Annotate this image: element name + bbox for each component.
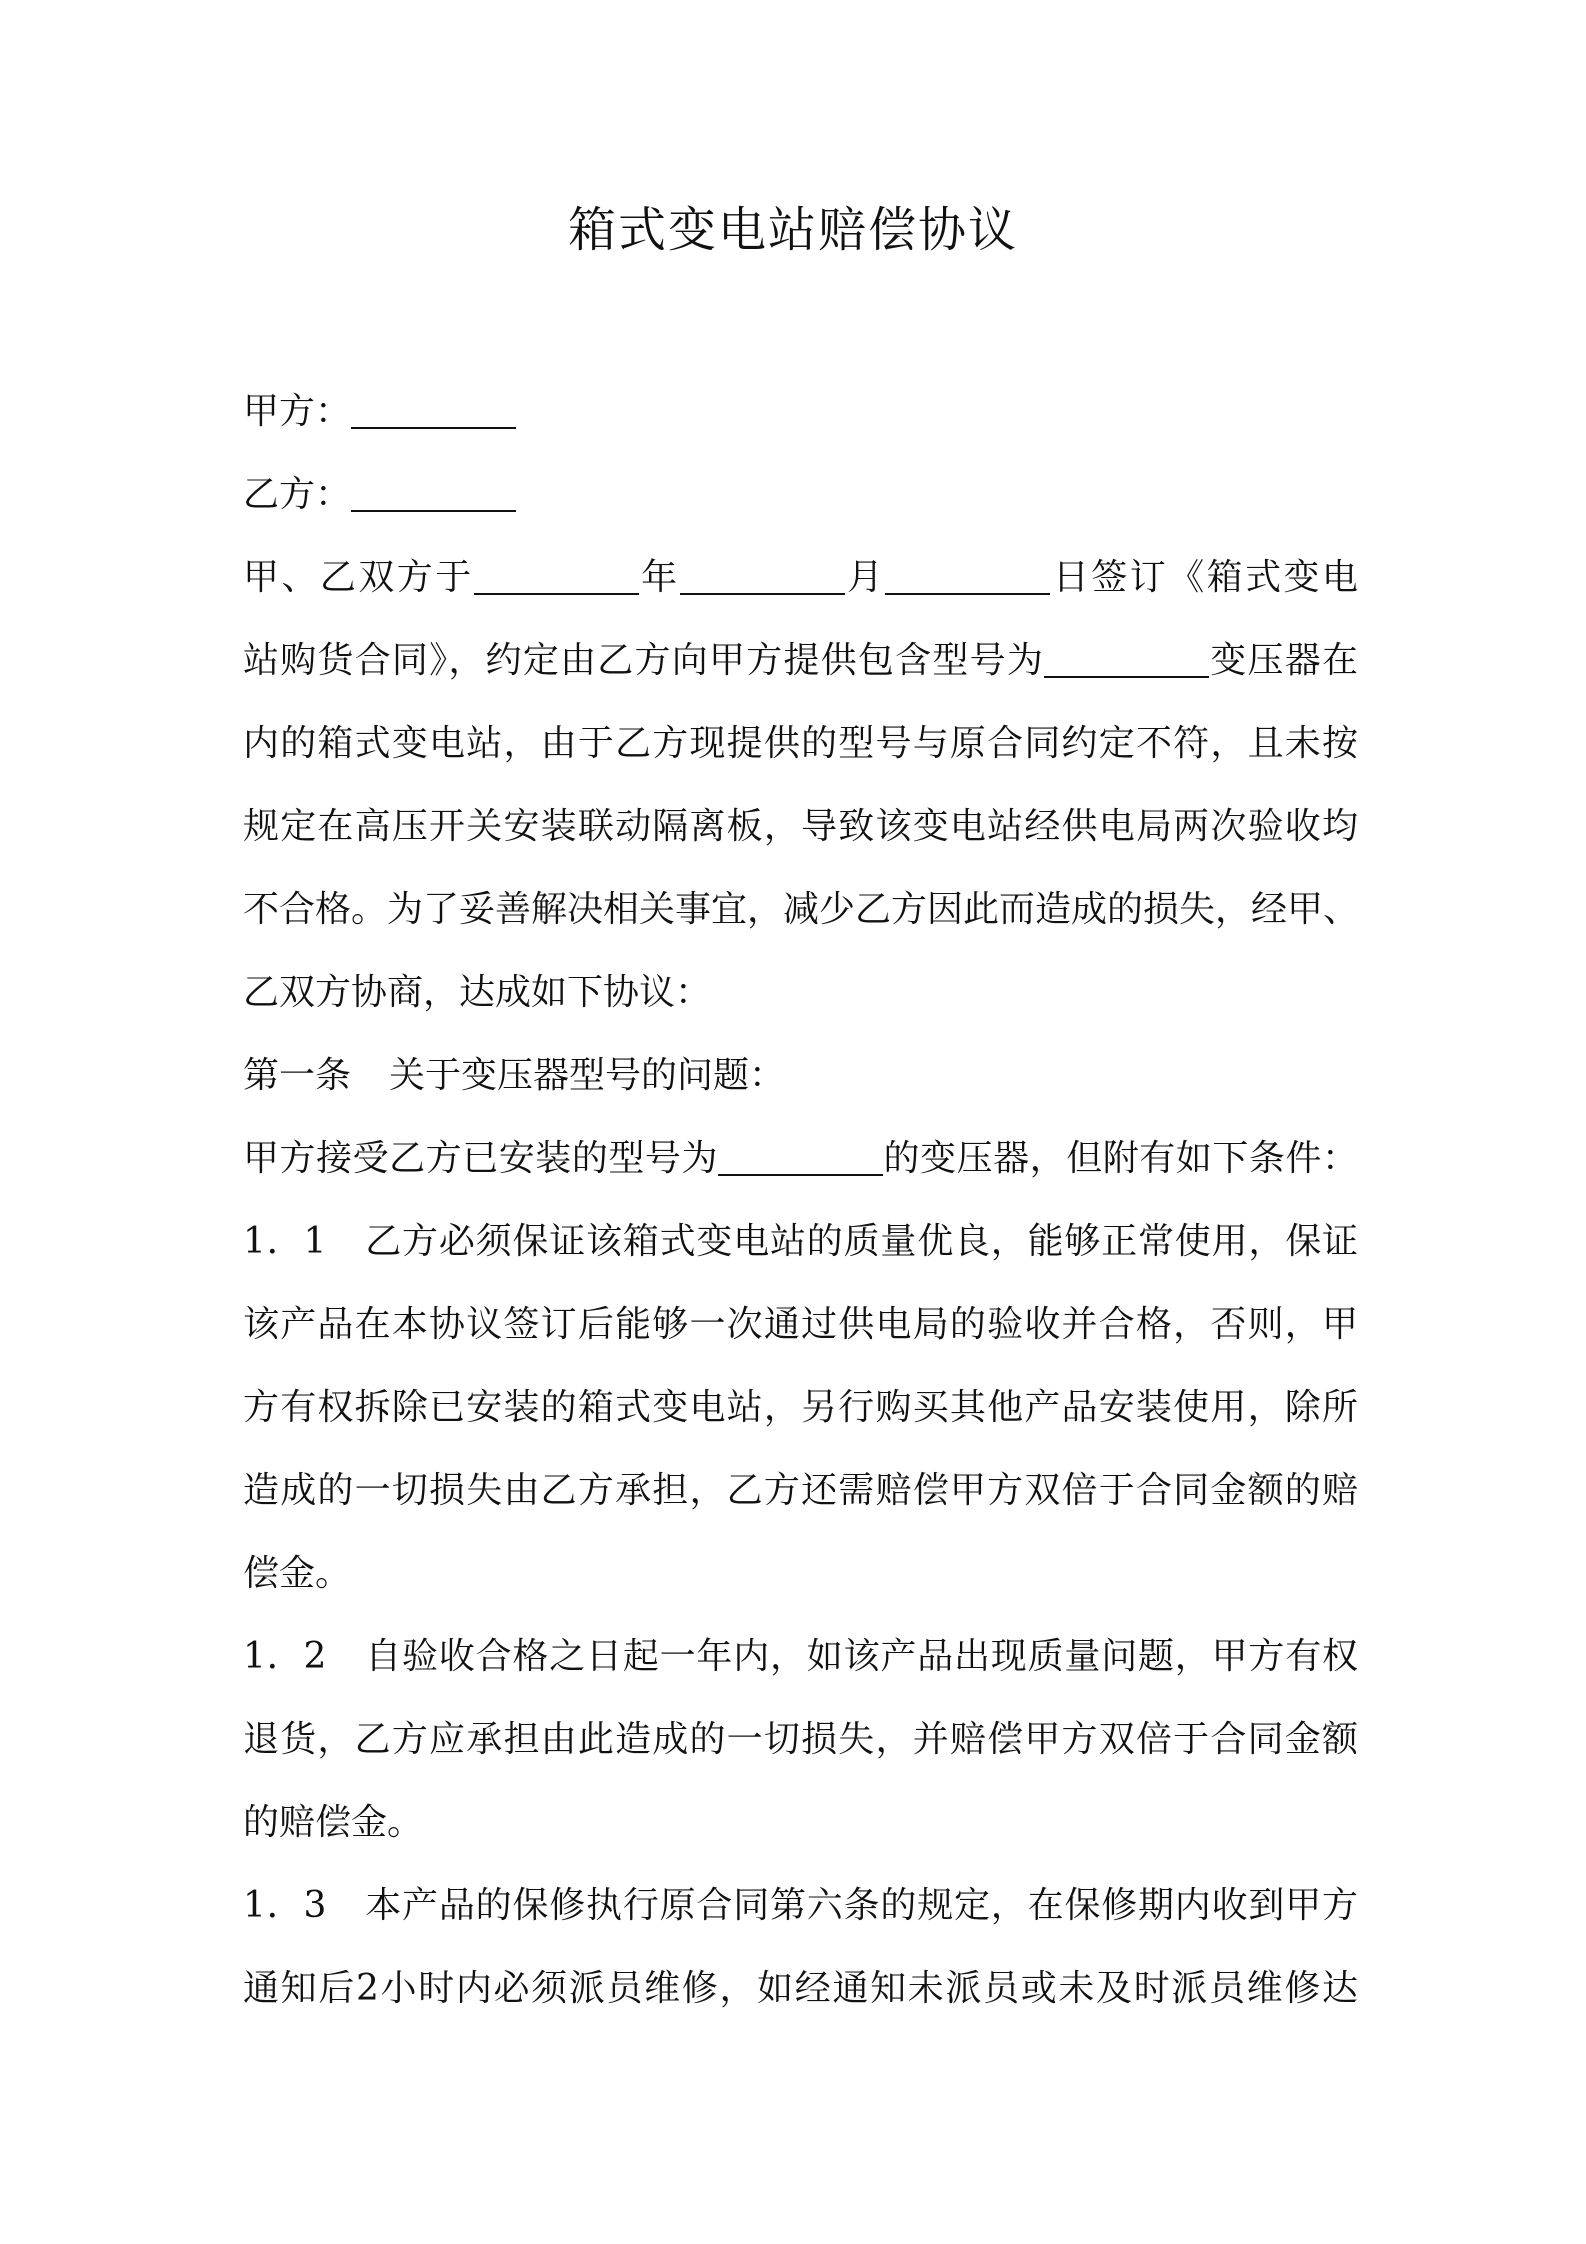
month-blank	[680, 557, 845, 595]
intro-text: 年	[638, 557, 680, 598]
lead-text: 的变压器，但附有如下条件：	[883, 1138, 1358, 1179]
intro-line	[243, 536, 1358, 619]
intro-line: 内的箱式变电站，由于乙方现提供的型号与原合同约定不符，且未按	[243, 723, 1358, 764]
document-title: 箱式变电站赔偿协议	[567, 202, 1018, 258]
model-blank	[1044, 640, 1209, 678]
lead-text: 甲方接受乙方已安装的型号为	[243, 1138, 718, 1179]
article-1-heading	[243, 1034, 1358, 1117]
party-b-blank	[351, 474, 516, 512]
clause-1-1-line: 方有权拆除已安装的箱式变电站，另行购买其他产品安装使用，除所	[243, 1387, 1358, 1428]
intro-line: 乙双方协商，达成如下协议：	[243, 972, 712, 1013]
clause-text: 乙方必须保证该箱式变电站的质量优良，能够正常使用，保证	[364, 1221, 1358, 1262]
clause-number: 1．1	[243, 1221, 327, 1262]
intro-line: 规定在高压开关安装联动隔离板，导致该变电站经供电局两次验收均	[243, 806, 1358, 847]
clause-1-2-line: 退货，乙方应承担由此造成的一切损失，并赔偿甲方双倍于合同金额	[243, 1719, 1358, 1760]
party-b-label: 乙方：	[243, 474, 352, 515]
intro-text: 站购货合同》，约定由乙方向甲方提供包含型号为	[243, 640, 1045, 681]
intro-line	[243, 619, 1358, 702]
day-blank	[885, 557, 1050, 595]
clause-1-1-line	[243, 1200, 1358, 1283]
clause-text: 本产品的保修执行原合同第六条的规定，在保修期内收到甲方	[364, 1885, 1358, 1926]
article-heading-text: 关于变压器型号的问题：	[389, 1055, 786, 1096]
clause-number: 1．2	[243, 1636, 327, 1677]
clause-1-3-line	[243, 1864, 1358, 1947]
clause-text: 自验收合格之日起一年内，如该产品出现质量问题，甲方有权	[364, 1636, 1358, 1677]
intro-text: 月	[844, 557, 886, 598]
article-1-lead	[243, 1117, 1358, 1200]
intro-text: 日签订《箱式变电	[1050, 557, 1358, 598]
intro-text: 变压器在	[1209, 640, 1358, 681]
party-b-line	[243, 453, 1358, 536]
installed-model-blank	[718, 1138, 883, 1176]
article-number: 第一条	[243, 1055, 352, 1096]
clause-1-3-line: 通知后2小时内必须派员维修，如经通知未派员或未及时派员维修达	[243, 1968, 1358, 2009]
party-a-label: 甲方：	[243, 391, 352, 432]
clause-1-2-line	[243, 1615, 1358, 1698]
document-body	[243, 370, 1358, 2030]
intro-text: 甲、乙双方于	[243, 557, 474, 598]
year-blank	[474, 557, 639, 595]
clause-1-1-line: 偿金。	[243, 1553, 352, 1594]
clause-1-1-line: 造成的一切损失由乙方承担，乙方还需赔偿甲方双倍于合同金额的赔	[243, 1470, 1358, 1511]
party-a-blank	[351, 391, 516, 429]
intro-line: 不合格。为了妥善解决相关事宜，减少乙方因此而造成的损失，经甲、	[243, 889, 1360, 930]
clause-1-1-line: 该产品在本协议签订后能够一次通过供电局的验收并合格，否则，甲	[243, 1304, 1358, 1345]
clause-1-2-line: 的赔偿金。	[243, 1802, 424, 1843]
clause-number: 1．3	[243, 1885, 327, 1926]
party-a-line	[243, 370, 1358, 453]
